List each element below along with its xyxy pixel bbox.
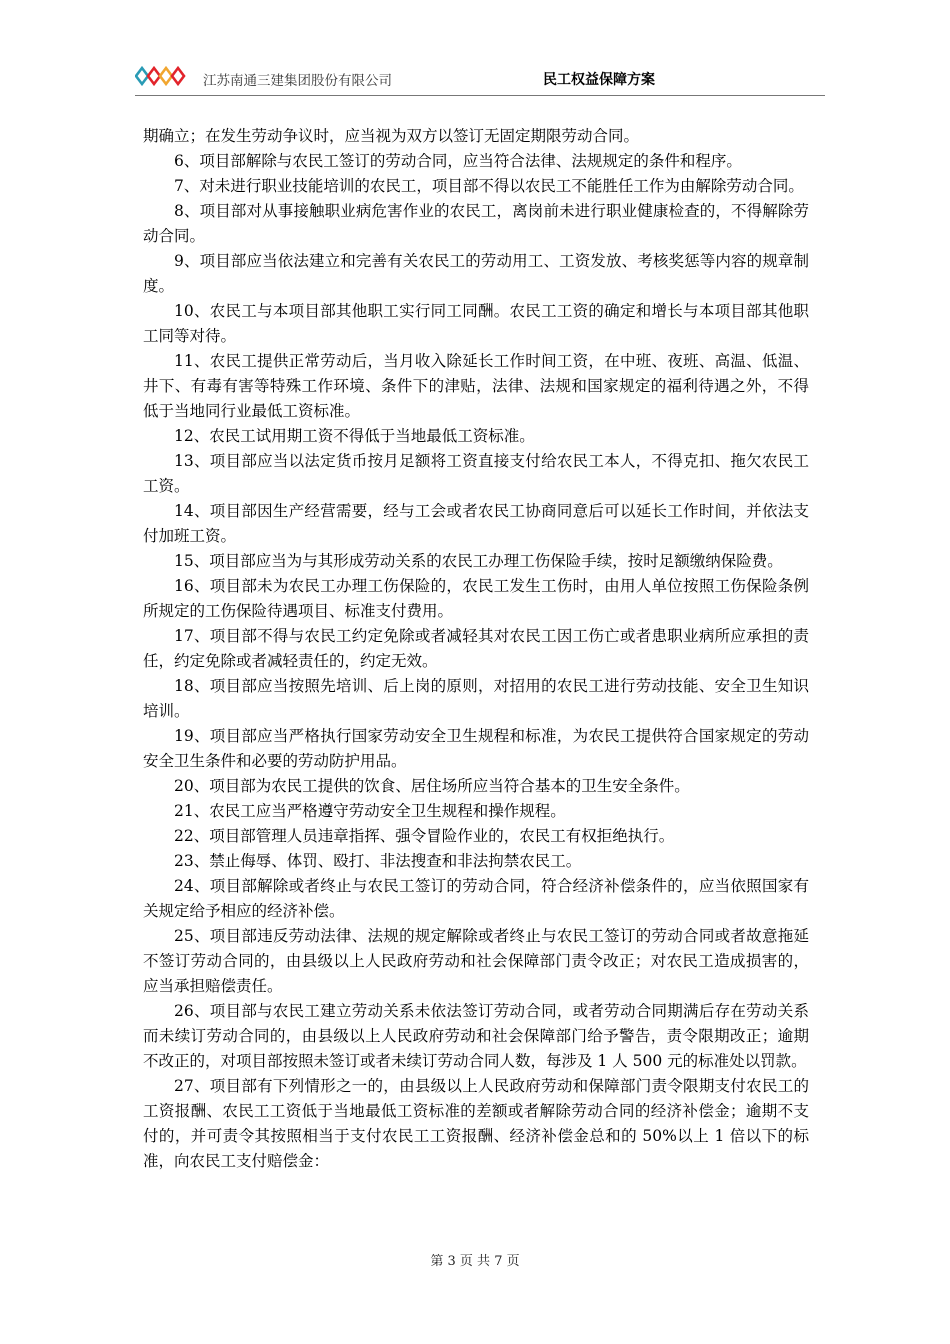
paragraph: 23、禁止侮辱、体罚、殴打、非法搜查和非法拘禁农民工。 xyxy=(174,852,582,870)
paragraph: 18、项目部应当按照先培训、后上岗的原则，对招用的农民工进行劳动技能、安全卫生知识培训。 xyxy=(143,677,809,720)
paragraph: 24、项目部解除或者终止与农民工签订的劳动合同，符合经济补偿条件的，应当依照国家有关规定给予相应的经济补偿。 xyxy=(143,877,809,920)
paragraph: 10、农民工与本项目部其他职工实行同工同酬。农民工工资的确定和增长与本项目部其他职工同等对待。 xyxy=(143,302,809,345)
paragraph: 22、项目部管理人员违章指挥、强令冒险作业的，农民工有权拒绝执行。 xyxy=(174,827,675,845)
paragraph: 19、项目部应当严格执行国家劳动安全卫生规程和标准，为农民工提供符合国家规定的劳动安全卫生条件和必要的劳动防护用品。 xyxy=(143,727,809,770)
paragraph: 11、农民工提供正常劳动后，当月收入除延长工作时间工资，在中班、夜班、高温、低温、井下、有毒有害等特殊工作环境、条件下的津贴，法律、法规和国家规定的福利待遇之外，不得低于当地同行业最低工资标准。 xyxy=(143,352,809,420)
company-logo-icon xyxy=(135,64,187,88)
paragraph: 15、项目部应当为与其形成劳动关系的农民工办理工伤保险手续，按时足额缴纳保险费。 xyxy=(174,552,783,570)
paragraph: 17、项目部不得与农民工约定免除或者减轻其对农民工因工伤亡或者患职业病所应承担的责任，约定免除或者减轻责任的，约定无效。 xyxy=(143,627,809,670)
paragraph: 12、农民工试用期工资不得低于当地最低工资标准。 xyxy=(174,427,535,445)
paragraph: 21、农民工应当严格遵守劳动安全卫生规程和操作规程。 xyxy=(174,802,566,820)
paragraph: 13、项目部应当以法定货币按月足额将工资直接支付给农民工本人，不得克扣、拖欠农民工工资。 xyxy=(143,452,809,495)
document-title: 民工权益保障方案 xyxy=(543,72,655,88)
paragraph: 16、项目部未为农民工办理工伤保险的，农民工发生工伤时，由用人单位按照工伤保险条例所规定的工伤保险待遇项目、标准支付费用。 xyxy=(143,577,809,620)
document-body xyxy=(143,124,809,1174)
paragraph: 6、项目部解除与农民工签订的劳动合同，应当符合法律、法规规定的条件和程序。 xyxy=(174,152,742,170)
paragraph: 9、项目部应当依法建立和完善有关农民工的劳动用工、工资发放、考核奖惩等内容的规章制度。 xyxy=(143,252,809,295)
page-number: 第 3 页 共 7 页 xyxy=(430,1254,520,1269)
paragraph: 7、对未进行职业技能培训的农民工，项目部不得以农民工不能胜任工作为由解除劳动合同。 xyxy=(174,177,804,195)
paragraph: 20、项目部为农民工提供的饮食、居住场所应当符合基本的卫生安全条件。 xyxy=(174,777,690,795)
paragraph: 8、项目部对从事接触职业病危害作业的农民工，离岗前未进行职业健康检查的，不得解除劳动合同。 xyxy=(143,202,809,245)
paragraph: 14、项目部因生产经营需要，经与工会或者农民工协商同意后可以延长工作时间，并依法支付加班工资。 xyxy=(143,502,809,545)
company-name: 江苏南通三建集团股份有限公司 xyxy=(203,73,392,89)
paragraph: 期确立；在发生劳动争议时，应当视为双方以签订无固定期限劳动合同。 xyxy=(143,127,640,145)
page-header xyxy=(135,60,825,96)
paragraph: 25、项目部违反劳动法律、法规的规定解除或者终止与农民工签订的劳动合同或者故意拖延不签订劳动合同的，由县级以上人民政府劳动和社会保障部门责令改正；对农民工造成损害的，应当承担赔偿责任。 xyxy=(143,927,809,995)
paragraph: 26、项目部与农民工建立劳动关系未依法签订劳动合同，或者劳动合同期满后存在劳动关系而未续订劳动合同的，由县级以上人民政府劳动和社会保障部门给予警告，责令限期改正；逾期不改正的，对项目部按照未签订或者未续订劳动合同人数，每涉及 1 人 500 元的标准处以罚款。 xyxy=(143,1002,809,1070)
header-divider xyxy=(135,95,825,96)
paragraph: 27、项目部有下列情形之一的，由县级以上人民政府劳动和保障部门责令限期支付农民工的工资报酬、农民工工资低于当地最低工资标准的差额或者解除劳动合同的经济补偿金；逾期不支付的，并可责令其按照相当于支付农民工工资报酬、经济补偿金总和的 50%以上 1 倍以下的标准，向农民工支付赔偿金： xyxy=(143,1077,809,1170)
